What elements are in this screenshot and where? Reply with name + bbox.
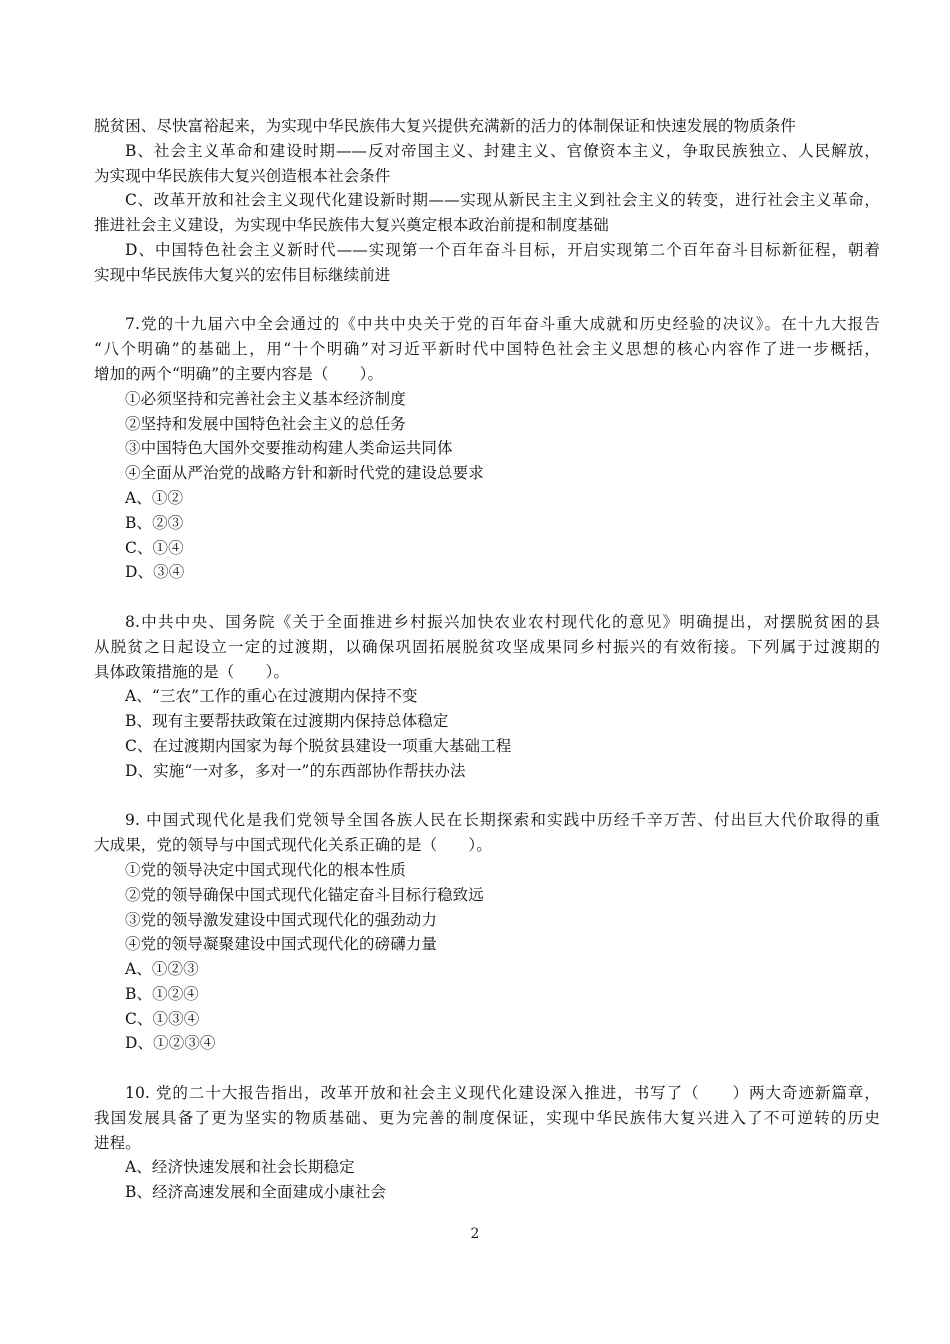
answer-option: A、经济快速发展和社会长期稳定: [125, 1158, 355, 1177]
option-d-line-1: D、中国特色社会主义新时代——实现第一个百年奋斗目标，开启实现第二个百年奋斗目标新征程，朝着: [125, 240, 880, 259]
answer-option: C、在过渡期内国家为每个脱贫县建设一项重大基础工程: [125, 736, 512, 755]
answer-option: B、现有主要帮扶政策在过渡期内保持总体稳定: [125, 712, 449, 731]
answer-option: B、②③: [125, 513, 184, 532]
question-9: [94, 808, 880, 1056]
question-stem-line: 7.党的十九届六中全会通过的《中共中央关于党的百年奋斗重大成就和历史经验的决议》。在十九大报告: [125, 315, 880, 334]
statement-item: ②坚持和发展中国特色社会主义的总任务: [125, 414, 406, 433]
answer-option: B、经济高速发展和全面建成小康社会: [125, 1183, 387, 1202]
answer-option: D、实施“一对多，多对一”的东西部协作帮扶办法: [125, 761, 466, 780]
answer-option: B、①②④: [125, 984, 199, 1003]
option-c-line-2: 推进社会主义建设，为实现中华民族伟大复兴奠定根本政治前提和制度基础: [94, 216, 609, 235]
answer-option: D、③④: [125, 563, 185, 582]
statement-item: ②党的领导确保中国式现代化锚定奋斗目标行稳致远: [125, 885, 484, 904]
option-b-line-2: 为实现中华民族伟大复兴创造根本社会条件: [94, 166, 391, 185]
answer-option: A、①②: [125, 488, 184, 507]
page-number: 2: [470, 1226, 480, 1242]
question-stem-line: 9. 中国式现代化是我们党领导全国各族人民在长期探索和实践中历经千辛万苦、付出巨大代价取得的重: [125, 811, 880, 830]
option-a-tail: 脱贫困、尽快富裕起来，为实现中华民族伟大复兴提供充满新的活力的体制保证和快速发展的物质条件: [94, 117, 797, 135]
document-page: [94, 114, 880, 1205]
question-stem-line: 8.中共中央、国务院《关于全面推进乡村振兴加快农业农村现代化的意见》明确提出，对摆脱贫困的县: [125, 612, 880, 631]
question-10: [94, 1081, 880, 1205]
answer-option: C、①③④: [125, 1009, 200, 1028]
answer-option: D、①②③④: [125, 1034, 216, 1053]
option-b-line-1: B、社会主义革命和建设时期——反对帝国主义、封建主义、官僚资本主义，争取民族独立、人民解放，: [125, 141, 880, 160]
question-stem-line: 具体政策措施的是（ ）。: [94, 662, 290, 681]
option-d-line-2: 实现中华民族伟大复兴的宏伟目标继续前进: [94, 265, 391, 284]
statement-item: ③中国特色大国外交要推动构建人类命运共同体: [125, 439, 453, 458]
question-8: [94, 610, 880, 784]
statement-item: ①党的领导决定中国式现代化的根本性质: [125, 860, 406, 879]
statement-item: ③党的领导激发建设中国式现代化的强劲动力: [125, 910, 438, 929]
question-stem-line: 进程。: [94, 1133, 141, 1152]
answer-option: A、①②③: [125, 960, 199, 979]
question-stem-line: 我国发展具备了更为坚实的物质基础、更为完善的制度保证，实现中华民族伟大复兴进入了不可逆转的历史: [94, 1108, 880, 1127]
question-stem-line: 增加的两个“明确”的主要内容是（ ）。: [94, 364, 384, 383]
question-stem-line: 10. 党的二十大报告指出，改革开放和社会主义现代化建设深入推进，书写了（ ）两大奇迹新篇章，: [125, 1084, 880, 1103]
option-c-line-1: C、改革开放和社会主义现代化建设新时期——实现从新民主主义到社会主义的转变，进行社会主义革命，: [125, 191, 880, 210]
question-7: [94, 312, 880, 585]
statement-item: ①必须坚持和完善社会主义基本经济制度: [125, 389, 406, 408]
answer-option: C、①④: [125, 538, 184, 557]
question-stem-line: 大成果，党的领导与中国式现代化关系正确的是（ ）。: [94, 836, 492, 855]
statement-item: ④全面从严治党的战略方针和新时代党的建设总要求: [125, 464, 484, 483]
prev-question-tail: [94, 114, 880, 288]
statement-item: ④党的领导凝聚建设中国式现代化的磅礴力量: [125, 935, 438, 954]
answer-option: A、“三农”工作的重心在过渡期内保持不变: [125, 687, 418, 706]
question-stem-line: “八个明确”的基础上，用“十个明确”对习近平新时代中国特色社会主义思想的核心内容作了进一步概括，: [94, 340, 880, 359]
question-stem-line: 从脱贫之日起设立一定的过渡期，以确保巩固拓展脱贫攻坚成果同乡村振兴的有效衔接。下列属于过渡期的: [94, 637, 880, 656]
